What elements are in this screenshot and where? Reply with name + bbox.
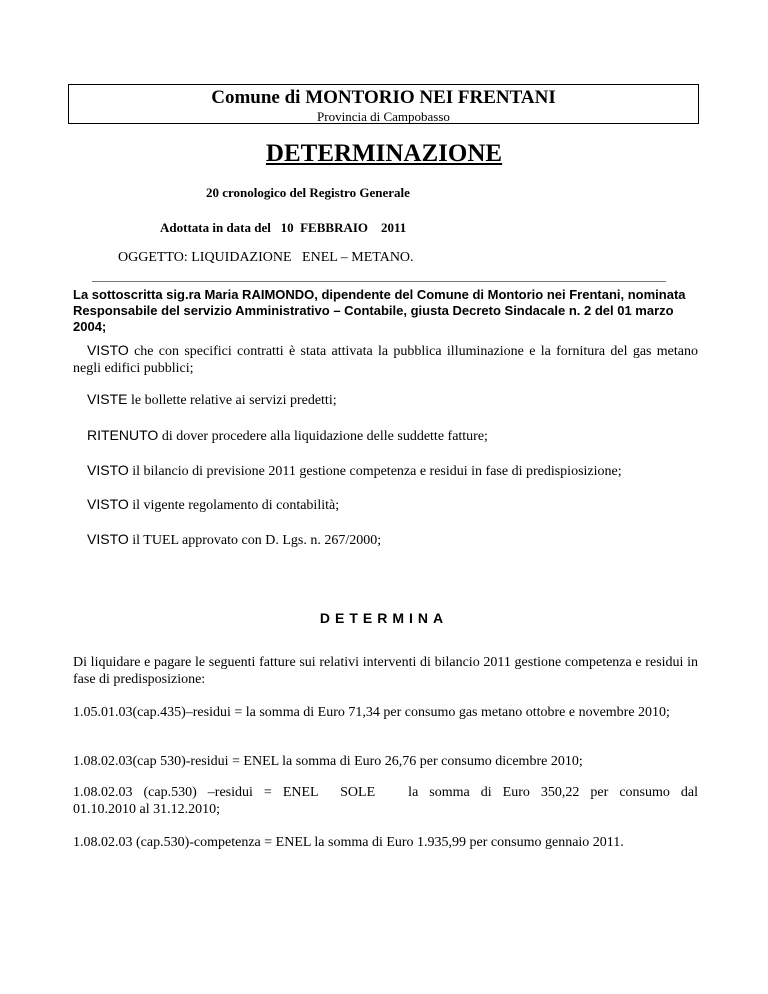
adoption-date: Adottata in data del 10 FEBBRAIO 2011 bbox=[160, 220, 407, 235]
premise-keyword: VISTO bbox=[87, 462, 129, 478]
liquidation-item-4: 1.08.02.03 (cap.530)-competenza = ENEL la somma di Euro 1.935,99 per consumo gennaio 2011. bbox=[73, 835, 624, 850]
premise-keyword: RITENUTO bbox=[87, 427, 159, 443]
premise-keyword: VISTO bbox=[87, 531, 129, 547]
premise-5 bbox=[87, 496, 698, 514]
liquidation-item-1: 1.05.01.03(cap.435)–residui = la somma di Euro 71,34 per consumo gas metano ottobre e novembre 2010; bbox=[73, 705, 670, 720]
registry-number: 20 cronologico del Registro Generale bbox=[206, 185, 410, 200]
determina-intro: Di liquidare e pagare le seguenti fatture sui relativi interventi di bilancio 2011 gestione competenza e residui in fase di predisposizione: bbox=[73, 655, 698, 687]
premise-text: che con specifici contratti è stata attivata la pubblica illuminazione e la fornitura del gas metano negli edifici pubblici; bbox=[73, 344, 698, 376]
premise-text: di dover procedere alla liquidazione delle suddette fatture; bbox=[158, 429, 488, 444]
premise-text: il bilancio di previsione 2011 gestione competenza e residui in fase di predispiosizione; bbox=[128, 464, 622, 479]
separator-line bbox=[92, 281, 666, 282]
liquidation-item-3: 1.08.02.03 (cap.530) –residui = ENEL SOLE la somma di Euro 350,22 per consumo dal 01.10.2010 al 31.12.2010; bbox=[73, 785, 702, 817]
premise-text: le bollette relative ai servizi predetti; bbox=[127, 393, 337, 408]
premise-3 bbox=[87, 427, 698, 445]
premise-keyword: VISTE bbox=[87, 391, 128, 407]
municipality-title: Comune di MONTORIO NEI FRENTANI bbox=[211, 87, 556, 108]
premise-6 bbox=[87, 531, 698, 549]
premise-4 bbox=[87, 462, 698, 480]
document-title: DETERMINAZIONE bbox=[265, 140, 503, 167]
premise-2 bbox=[87, 391, 698, 409]
premise-keyword: VISTO bbox=[87, 496, 129, 512]
subject-line: OGGETTO: LIQUIDAZIONE ENEL – METANO. bbox=[118, 250, 414, 265]
premise-text: il TUEL approvato con D. Lgs. n. 267/2000; bbox=[128, 533, 382, 548]
premise-text: il vigente regolamento di contabilità; bbox=[128, 498, 340, 513]
premise-1 bbox=[73, 342, 698, 377]
province-subtitle: Provincia di Campobasso bbox=[317, 109, 450, 124]
premise-keyword: VISTO bbox=[87, 342, 129, 358]
liquidation-item-2: 1.08.02.03(cap 530)-residui = ENEL la somma di Euro 26,76 per consumo dicembre 2010; bbox=[73, 754, 583, 769]
header-box bbox=[68, 84, 699, 124]
intro-paragraph: La sottoscritta sig.ra Maria RAIMONDO, dipendente del Comune di Montorio nei Frentani, nominata Responsabile del servizio Amministrativo – Contabile, giusta Decreto Sindacale n. 2 del 01 marzo 2004; bbox=[73, 287, 686, 334]
determina-heading: DETERMINA bbox=[319, 610, 449, 626]
